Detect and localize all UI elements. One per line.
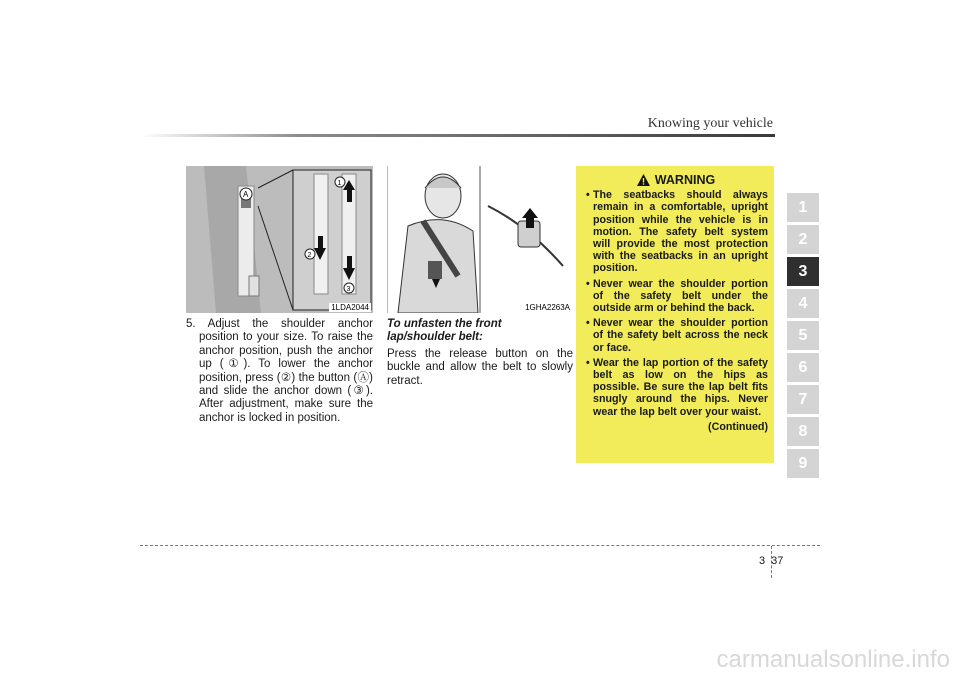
chapter-tab-4[interactable]: 4 (787, 289, 819, 318)
warning-box (576, 166, 774, 463)
unfasten-belt-illustration (388, 166, 574, 313)
label-a: A (243, 190, 249, 199)
page-chapter: 3 (759, 555, 766, 567)
warning-title: WARNING (654, 173, 716, 187)
watermark: carmanualsonline.info (716, 646, 950, 673)
page-number (759, 555, 783, 567)
continued-label: (Continued) (708, 420, 768, 433)
shoulder-anchor-illustration (186, 166, 373, 313)
figure-code: 1GHA2263A (525, 303, 570, 312)
page-index: 37 (771, 555, 784, 567)
step-text: Adjust the shoulder anchor position to your size. To raise the anchor position, push the anchor up (①). To lower the anchor position, press (②) the button (Ⓐ) and slide the anchor down (③). After adjustment, make sure the anchor is locked in position. (199, 318, 374, 424)
chapter-tab-6[interactable]: 6 (787, 353, 819, 382)
warning-item: • The seatbacks should always remain in a comfortable, upright position while the vehicle is in motion. The safety belt system will provide the most protection with the seatbacks in an upright position. (584, 189, 768, 274)
chapter-tab-2[interactable]: 2 (787, 225, 819, 254)
label-2: 2 (307, 252, 312, 259)
warning-item: • Wear the lap portion of the safety belt as low on the hips as possible. Be sure the lap belt fits snugly around the hips. Never wear the lap belt over your waist. (584, 357, 768, 418)
warning-triangle-icon (637, 174, 650, 186)
chapter-tab-8[interactable]: 8 (787, 417, 819, 446)
chapter-tab-7[interactable]: 7 (787, 385, 819, 414)
step-5 (186, 318, 373, 425)
chapter-tabs (787, 193, 819, 481)
unfasten-title: To unfasten the front lap/shoulder belt: (387, 318, 502, 344)
unfasten-section (387, 318, 573, 388)
step-5-paragraph (186, 318, 373, 425)
warning-item: • Never wear the shoulder portion of the safety belt across the neck or face. (584, 317, 768, 354)
figure-unfasten-belt (387, 166, 574, 313)
warning-header (584, 174, 768, 186)
label-3: 3 (346, 286, 351, 293)
chapter-tab-1[interactable]: 1 (787, 193, 819, 222)
figure-code: 1LDA2044 (331, 303, 369, 312)
chapter-tab-3[interactable]: 3 (787, 257, 819, 286)
label-1: 1 (337, 180, 342, 187)
step-number: 5. (186, 318, 196, 330)
warning-list (584, 189, 768, 418)
figure-shoulder-anchor (186, 166, 373, 313)
header-rule (140, 134, 775, 137)
footer-rule (140, 545, 820, 546)
unfasten-body: Press the release button on the buckle and allow the belt to slowly retract. (387, 347, 573, 387)
chapter-tab-9[interactable]: 9 (787, 449, 819, 478)
warning-item: • Never wear the shoulder portion of the safety belt under the outside arm or behind the back. (584, 278, 768, 315)
header-title: Knowing your vehicle (647, 116, 773, 131)
chapter-tab-5[interactable]: 5 (787, 321, 819, 350)
